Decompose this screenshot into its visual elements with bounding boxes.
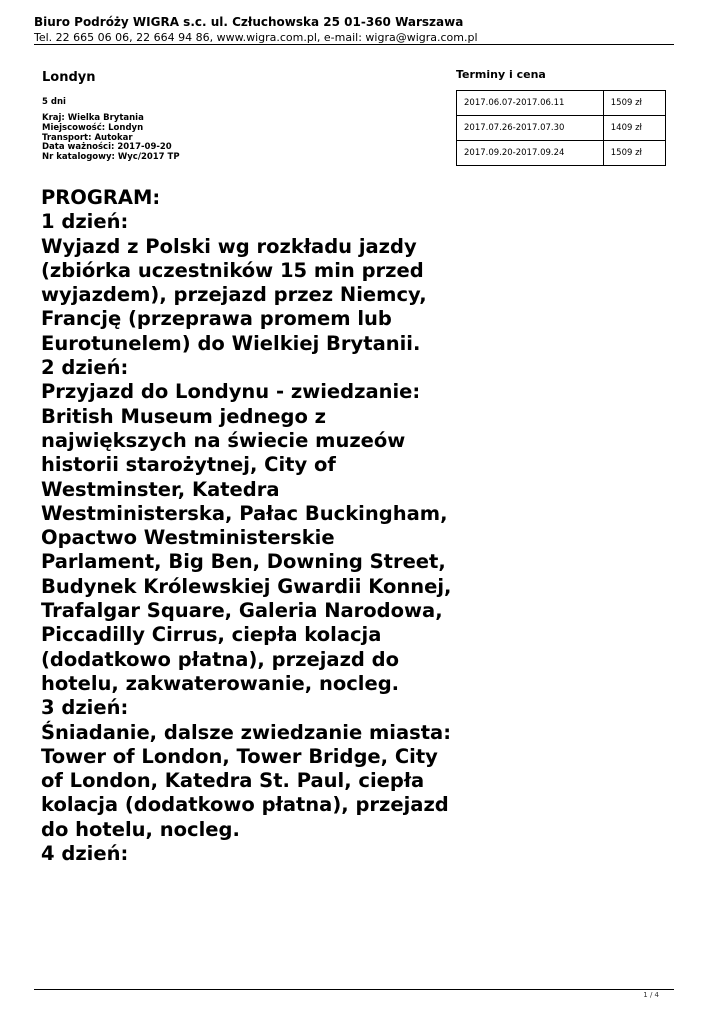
day-2-label: 2 dzień: <box>41 356 129 380</box>
company-contact: Tel. 22 665 06 06, 22 664 94 86, www.wigra.com.pl, e-mail: wigra@wigra.com.pl <box>34 31 478 44</box>
day-3-label: 3 dzień: <box>41 696 129 720</box>
terms-title: Terminy i cena <box>456 68 546 81</box>
page-number: 1 / 4 <box>643 991 659 999</box>
day-1-text: Wyjazd z Polski wg rozkładu jazdy (zbiórka uczestników 15 min przed wyjazdem), przejazd przez Niemcy, Francję (przeprawa promem lub Eurotunelem) do Wielkiej Brytanii. <box>41 234 427 355</box>
program-section <box>41 186 461 866</box>
trip-country: Kraj: Wielka Brytania <box>42 113 144 123</box>
trip-transport: Transport: Autokar <box>42 132 133 143</box>
table-row <box>457 141 666 166</box>
term-price: 1509 zł <box>603 141 665 166</box>
terms-table <box>456 90 666 166</box>
trip-catalog-number: Nr katalogowy: Wyc/2017 TP <box>42 152 180 163</box>
term-price: 1509 zł <box>603 91 665 116</box>
day-3-text: Śniadanie, dalsze zwiedzanie miasta: Tower of London, Tower Bridge, City of London, Katedra St. Paul, ciepła kolacja (dodatkowo płatna), przejazd do hotelu, nocleg. <box>41 720 452 841</box>
document-header <box>34 14 674 45</box>
header-divider <box>34 44 674 45</box>
trip-valid-until: Data ważności: 2017-09-20 <box>42 142 172 153</box>
day-1-label: 1 dzień: <box>41 210 129 234</box>
table-row <box>457 116 666 141</box>
table-row <box>457 91 666 116</box>
day-4-label: 4 dzień: <box>41 842 129 866</box>
terms-section <box>456 67 666 166</box>
company-name: Biuro Podróży WIGRA s.c. ul. Człuchowska 25 01-360 Warszawa <box>34 15 464 29</box>
day-2-text: Przyjazd do Londynu - zwiedzanie: British Museum jednego z największych na świecie muzeów historii starożytnej, City of Westminster, Katedra Westministerska, Pałac Buckingham, Opactwo Westministerskie Parlament, Big Ben, Downing Street, Budynek Królewskiej Gwardii Konnej, Trafalgar Square, Galeria Narodowa, Piccadilly Cirrus, ciepła kolacja (dodatkowo płatna), przejazd do hotelu, zakwaterowanie, nocleg. <box>41 380 452 695</box>
trip-details <box>42 114 422 163</box>
trip-info <box>42 69 422 163</box>
program-heading: PROGRAM: <box>41 186 161 209</box>
trip-duration: 5 dni <box>42 97 66 107</box>
trip-city: Miejscowość: Londyn <box>42 122 144 133</box>
footer-divider <box>34 989 674 990</box>
term-dates: 2017.07.26-2017.07.30 <box>457 116 604 141</box>
term-price: 1409 zł <box>603 116 665 141</box>
trip-title: Londyn <box>42 70 96 85</box>
term-dates: 2017.09.20-2017.09.24 <box>457 141 604 166</box>
term-dates: 2017.06.07-2017.06.11 <box>457 91 604 116</box>
